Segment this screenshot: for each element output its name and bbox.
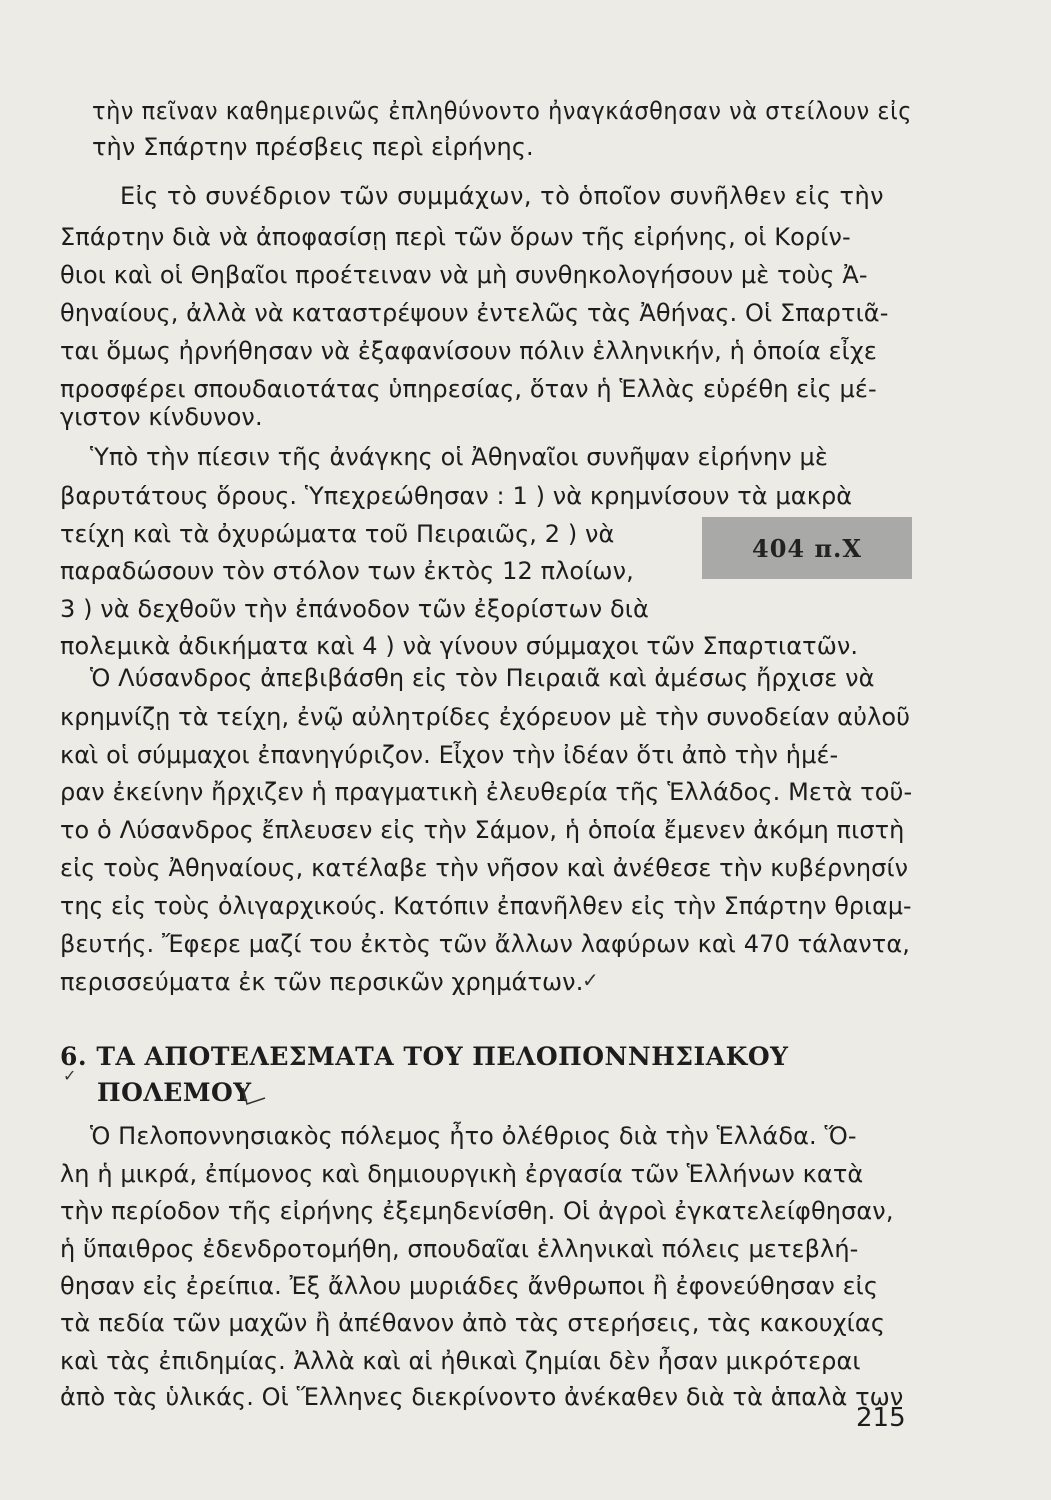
text-line: τὴν πεῖναν καθημερινῶς ἐπληθύνοντο ἠναγκάσθησαν νὰ στείλουν εἰς xyxy=(92,97,913,125)
text-line: το ὁ Λύσανδρος ἔπλευσεν εἰς τὴν Σάμον, ἡ ὁποία ἔμενεν ἀκόμη πιστὴ xyxy=(60,816,905,844)
text-line: Ὁ Πελοποννησιακὸς πόλεμος ἦτο ὀλέθριος διὰ τὴν Ἑλλάδα. Ὅ- xyxy=(90,1122,857,1150)
text-line: βαρυτάτους ὅρους. Ὑπεχρεώθησαν : 1 ) νὰ κρημνίσουν τὰ μακρὰ xyxy=(60,482,853,510)
text-line: ἡ ὕπαιθρος ἐδενδροτομήθη, σπουδαῖαι ἑλληνικαὶ πόλεις μετεβλή- xyxy=(60,1235,859,1263)
text-line: καὶ οἱ σύμμαχοι ἐπανηγύριζον. Εἶχον τὴν ἰδέαν ὅτι ἀπὸ τὴν ἡμέ- xyxy=(60,741,839,769)
text-line: Ὁ Λύσανδρος ἀπεβιβάσθη εἰς τὸν Πειραιᾶ καὶ ἀμέσως ἤρχισε νὰ xyxy=(90,664,875,692)
date-label: 404 π.Χ xyxy=(752,533,862,563)
text-line: εἰς τοὺς Ἀθηναίους, κατέλαβε τὴν νῆσον καὶ ἀνέθεσε τὴν κυβέρνησίν xyxy=(60,854,909,882)
page-number: 215 xyxy=(856,1403,906,1433)
pencil-check-icon: ✓ xyxy=(582,968,599,992)
text-line: βευτής. Ἔφερε μαζί του ἐκτὸς τῶν ἄλλων λαφύρων καὶ 470 τάλαντα, xyxy=(60,930,910,958)
section-heading-line-2 xyxy=(97,1077,252,1109)
date-sidenote xyxy=(702,517,912,579)
text-line: Ὑπὸ τὴν πίεσιν τῆς ἀνάγκης οἱ Ἀθηναῖοι συνῆψαν εἰρήνην μὲ xyxy=(90,443,828,471)
text-line: τὰ πεδία τῶν μαχῶν ἢ ἀπέθανον ἀπὸ τὰς στερήσεις, τὰς κακουχίας xyxy=(60,1309,886,1337)
section-title-continued: ΠΟΛΕΜΟΥ xyxy=(97,1078,252,1107)
text-line: ται ὅμως ἠρνήθησαν νὰ ἐξαφανίσουν πόλιν ἑλληνικήν, ἡ ὁποία εἶχε xyxy=(60,337,877,365)
text-line: της εἰς τοὺς ὀλιγαρχικούς. Κατόπιν ἐπανῆλθεν εἰς τὴν Σπάρτην θριαμ- xyxy=(60,892,912,920)
text-line: καὶ τὰς ἐπιδημίας. Ἀλλὰ καὶ αἱ ἠθικαὶ ζημίαι δὲν ἦσαν μικρότεραι xyxy=(60,1347,861,1375)
text-line: τὴν περίοδον τῆς εἰρήνης ἐξεμηδενίσθη. Οἱ ἀγροὶ ἐγκατελείφθησαν, xyxy=(60,1197,894,1225)
text-line: κρημνίζῃ τὰ τείχη, ἐνῷ αὐλητρίδες ἐχόρευον μὲ τὴν συνοδείαν αὐλοῦ xyxy=(60,703,911,731)
text-line: 3 ) νὰ δεχθοῦν τὴν ἐπάνοδον τῶν ἐξορίστων διὰ xyxy=(60,595,649,623)
section-number: 6. xyxy=(60,1042,88,1071)
text-line: ἀπὸ τὰς ὑλικάς. Οἱ Ἕλληνες διεκρίνοντο ἀνέκαθεν διὰ τὰ ἁπαλὰ των xyxy=(60,1383,904,1411)
text-line: προσφέρει σπουδαιοτάτας ὑπηρεσίας, ὅταν ἡ Ἑλλὰς εὑρέθη εἰς μέ- xyxy=(60,375,877,403)
text-line: θησαν εἰς ἐρείπια. Ἐξ ἄλλου μυριάδες ἄνθρωποι ἢ ἐφονεύθησαν εἰς xyxy=(60,1272,879,1300)
pencil-check-icon: ✓ xyxy=(63,1066,77,1085)
text-line: τείχη καὶ τὰ ὀχυρώματα τοῦ Πειραιῶς, 2 ) νὰ xyxy=(60,520,615,548)
text-line: Σπάρτην διὰ νὰ ἀποφασίσῃ περὶ τῶν ὅρων τῆς εἰρήνης, οἱ Κορίν- xyxy=(60,223,851,251)
text-line: ραν ἐκείνην ἤρχιζεν ἡ πραγματικὴ ἐλευθερία τῆς Ἑλλάδος. Μετὰ τοῦ- xyxy=(60,778,913,806)
text-line: Εἰς τὸ συνέδριον τῶν συμμάχων, τὸ ὁποῖον συνῆλθεν εἰς τὴν xyxy=(120,182,885,210)
text-line: παραδώσουν τὸν στόλον των ἐκτὸς 12 πλοίων, xyxy=(60,557,634,585)
section-heading-line-1 xyxy=(60,1041,788,1073)
text-line: πολεμικὰ ἀδικήματα καὶ 4 ) νὰ γίνουν σύμμαχοι τῶν Σπαρτιατῶν. xyxy=(60,632,859,660)
text-line: λη ἡ μικρά, ἐπίμονος καὶ δημιουργικὴ ἐργασία τῶν Ἑλλήνων κατὰ xyxy=(60,1160,864,1188)
text-line: τὴν Σπάρτην πρέσβεις περὶ εἰρήνης. xyxy=(92,133,534,161)
section-title: ΤΑ ΑΠΟΤΕΛΕΣΜΑΤΑ ΤΟΥ ΠΕΛΟΠΟΝΝΗΣΙΑΚΟΥ xyxy=(96,1042,789,1071)
pencil-mark-icon xyxy=(241,1086,267,1108)
text-line: περισσεύματα ἐκ τῶν περσικῶν χρημάτων. xyxy=(60,968,584,996)
text-line: γιστον κίνδυνον. xyxy=(60,403,263,431)
text-line: θηναίους, ἀλλὰ νὰ καταστρέψουν ἐντελῶς τὰς Ἀθήνας. Οἱ Σπαρτιᾶ- xyxy=(60,299,889,327)
text-line: θιοι καὶ οἱ Θηβαῖοι προέτειναν νὰ μὴ συνθηκολογήσουν μὲ τοὺς Ἀ- xyxy=(60,261,868,289)
